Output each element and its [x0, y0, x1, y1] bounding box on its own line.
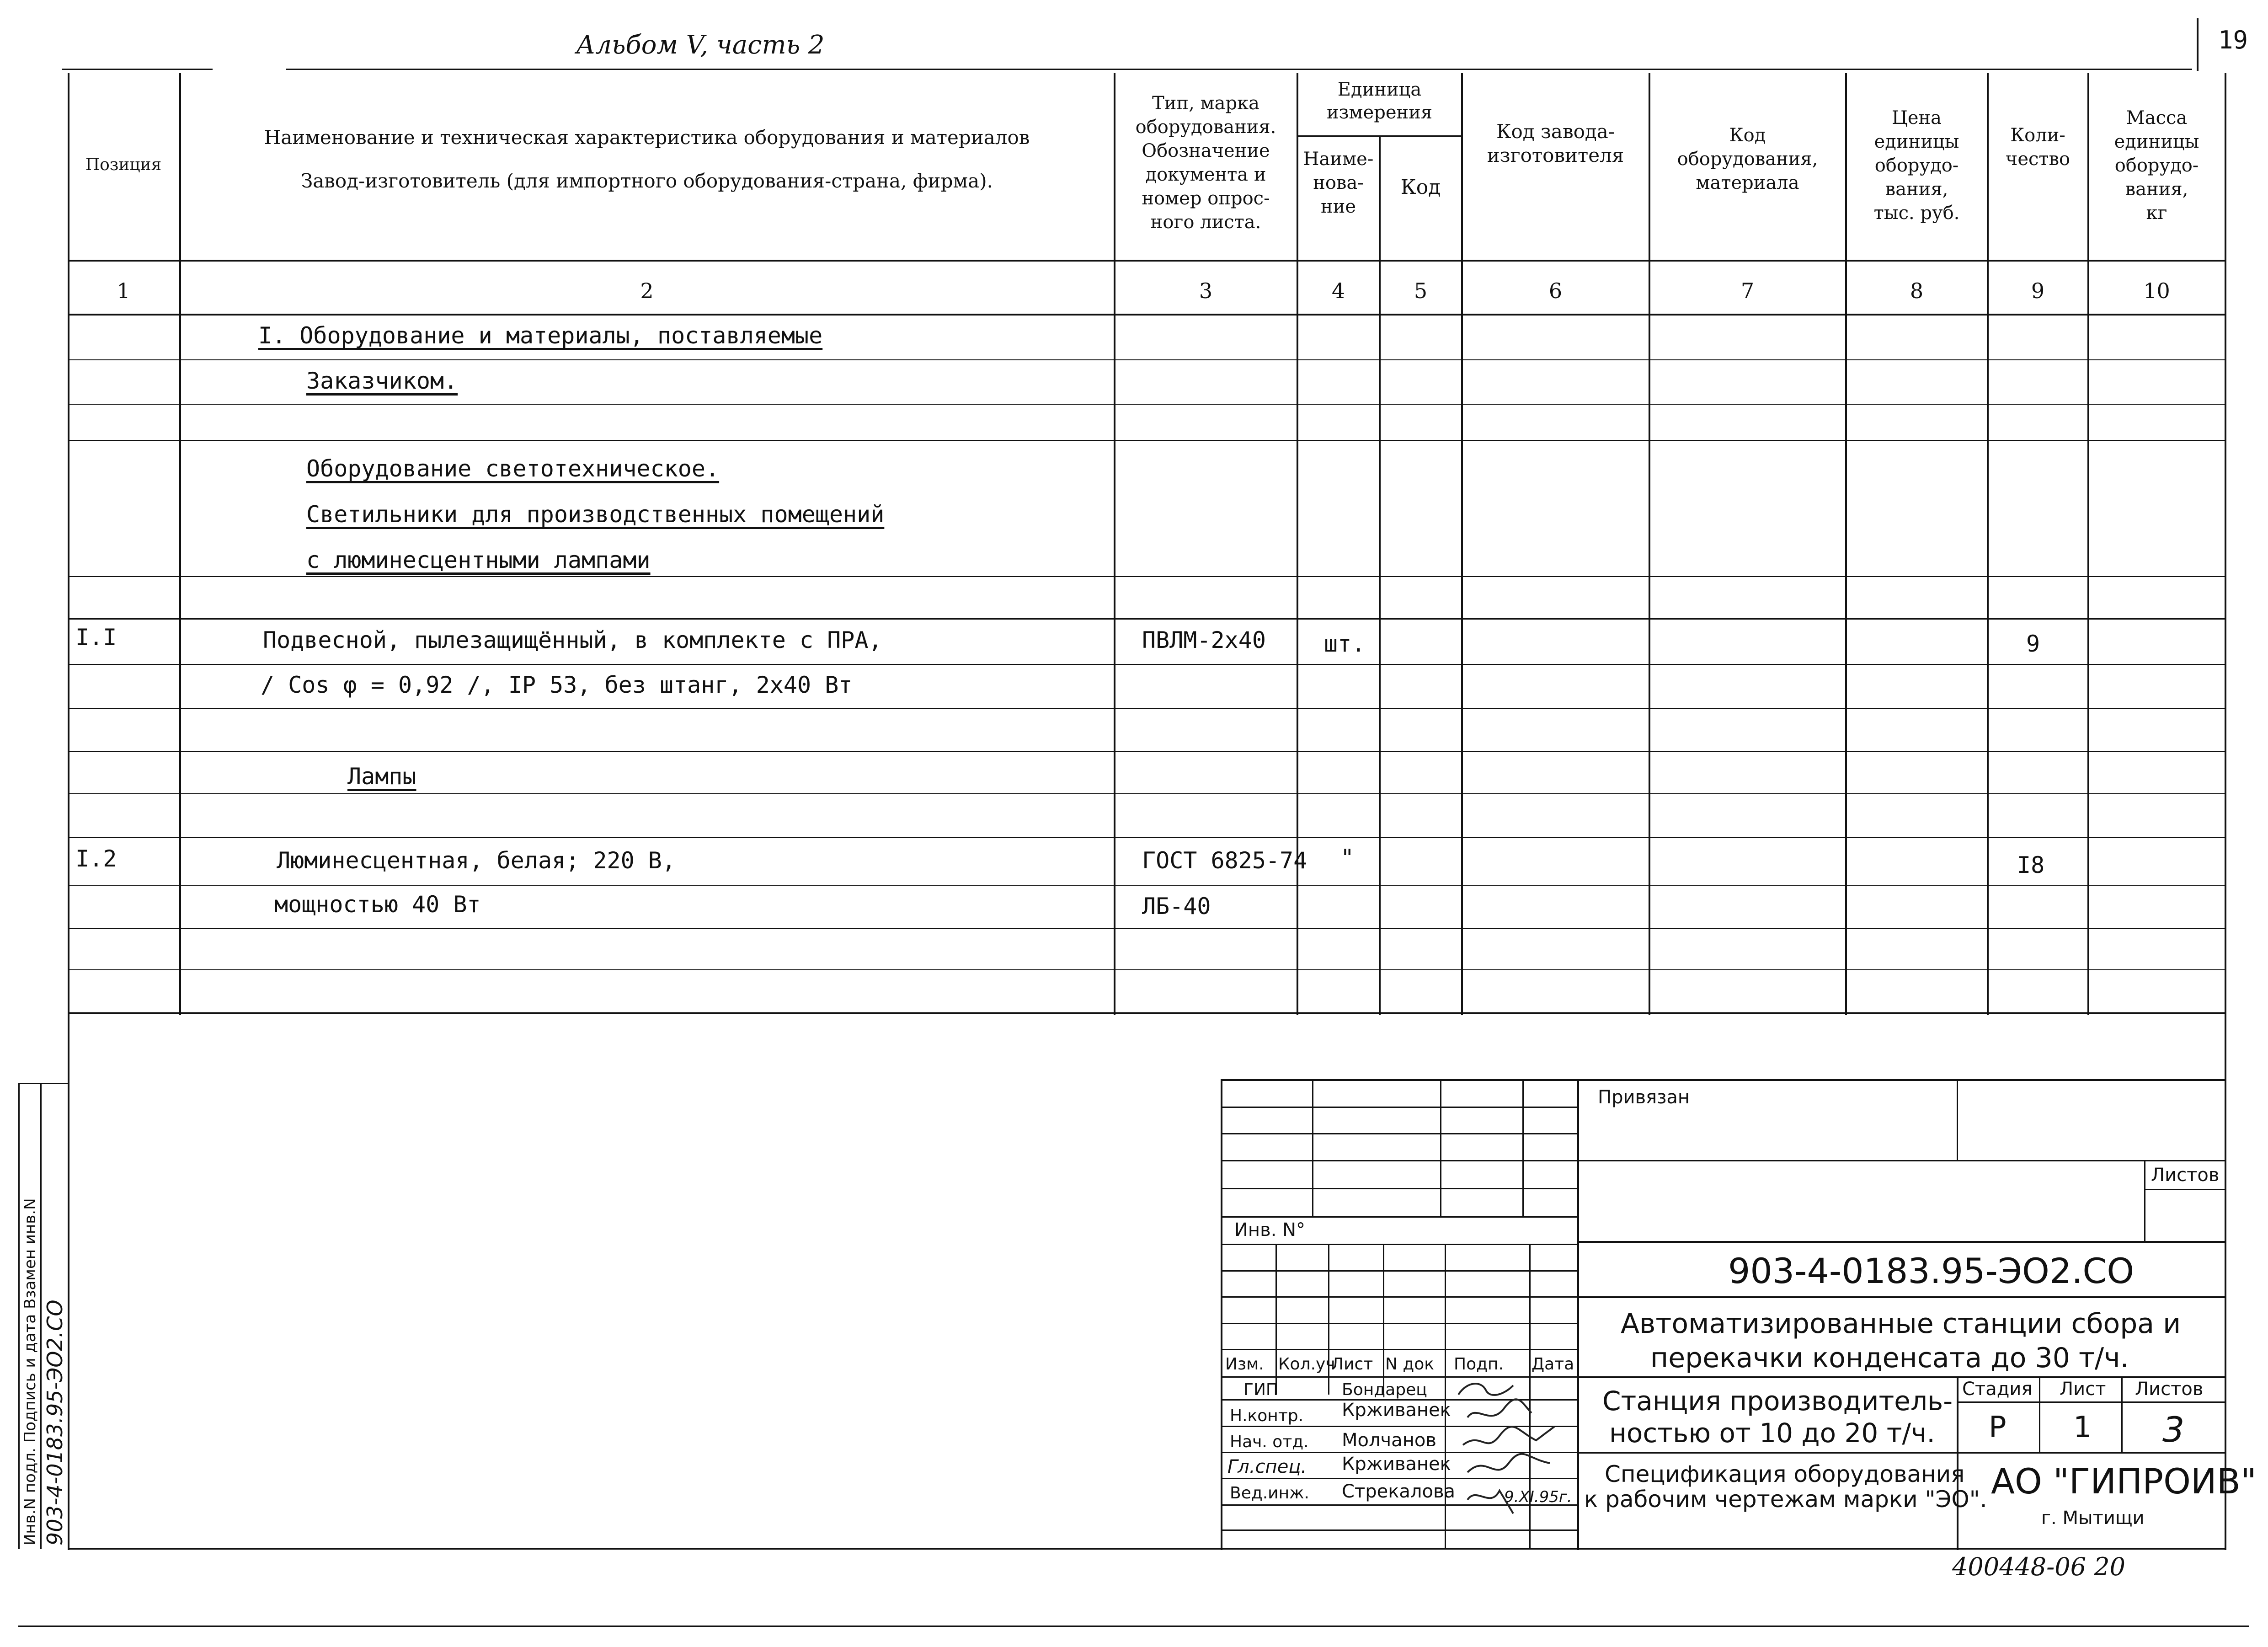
col-header-qty-2: чество: [2005, 149, 2071, 170]
tb-line: [1522, 1079, 1524, 1216]
col-number: 1: [117, 278, 130, 303]
col-header-name-line1: Наименование и техническая характеристика оборудования и материалов: [264, 126, 1030, 149]
rev-header-date: Дата: [1532, 1355, 1574, 1374]
col-line: [1461, 73, 1463, 1015]
tb-line: [2039, 1376, 2040, 1452]
col-header-unit-group-1: Единица: [1337, 79, 1422, 100]
side-stamp-top: [18, 1083, 69, 1084]
sheet-bottom-edge: [18, 1626, 2249, 1627]
col-header-equip-code-2: оборудования,: [1677, 149, 1818, 170]
col-line: [1649, 73, 1650, 1015]
subsection-fixtures: Светильники для производственных помещений: [306, 501, 885, 528]
side-stamp-border: [18, 1083, 20, 1549]
item-quantity: I8: [2017, 852, 2045, 878]
tb-line: [1577, 1241, 2226, 1243]
sheets-header: Листов: [2135, 1379, 2204, 1400]
role-nach-otd: Нач. отд.: [1230, 1433, 1309, 1451]
col-header-price-1: Цена: [1891, 107, 1942, 128]
tb-line: [1577, 1376, 2226, 1378]
tb-line: [1577, 1296, 2226, 1298]
tb-line: [2144, 1160, 2145, 1242]
tb-line: [1221, 1323, 1577, 1324]
tb-line: [1577, 1079, 1579, 1550]
tb-line: [1221, 1133, 1577, 1134]
tb-line: [1383, 1244, 1384, 1395]
tb-line: [1221, 1107, 1577, 1108]
colnum-bottom-line: [68, 314, 2225, 315]
row-line: [68, 664, 2225, 665]
tb-line: [1221, 1349, 1577, 1350]
col-header-type-line: оборудования.: [1135, 117, 1276, 138]
row-line: [68, 404, 2225, 405]
section-heading-line1: [258, 322, 822, 349]
tb-line: [1440, 1079, 1441, 1216]
item-name-line1: Подвесной, пылезащищённый, в комплекте с ПРА,: [263, 627, 882, 653]
col-header-type-line: документа и: [1145, 164, 1266, 185]
tb-line: [1577, 1452, 2226, 1454]
item-type-line1: ГОСТ 6825-74: [1142, 847, 1307, 874]
side-stamp-code: 903-4-0183.95-ЭО2.СО: [43, 1299, 67, 1545]
tb-line: [1221, 1529, 1577, 1531]
stage-value: Р: [1989, 1411, 2007, 1444]
frame-bottom-line: [68, 1548, 2226, 1550]
row-line: [68, 708, 2225, 709]
rev-header-izm: Изм.: [1225, 1355, 1264, 1374]
item-name-line2: / Cos φ = 0,92 /, IP 53, без штанг, 2x40 Вт: [261, 672, 853, 698]
col-header-maker-code-1: Код завода-: [1496, 120, 1615, 143]
col-header-unit-group-2: измерения: [1326, 102, 1433, 123]
tb-line: [2144, 1189, 2226, 1190]
col-number: 10: [2143, 278, 2170, 303]
col-header-unit-name-1: Наиме-: [1303, 149, 1374, 170]
tb-line: [1957, 1401, 2226, 1403]
row-line: [68, 751, 2225, 752]
album-label: Альбом V, часть 2: [576, 30, 825, 60]
col-line: [179, 73, 181, 1015]
tb-line: [1957, 1079, 1958, 1161]
sheet-header: Лист: [2060, 1379, 2106, 1400]
tb-line: [1221, 1188, 1577, 1189]
row-line: [68, 793, 2225, 794]
subsection-lighting: Оборудование светотехническое.: [306, 455, 720, 482]
tb-line: [1445, 1244, 1446, 1548]
rev-header-podp: Подп.: [1454, 1355, 1504, 1374]
name-ved-inzh: Стрекалова: [1342, 1481, 1456, 1502]
archive-number: 400448-06 20: [1952, 1552, 2125, 1581]
item-unit: шт.: [1324, 631, 1366, 657]
col-number: 8: [1910, 278, 1924, 303]
col-header-type-line: Обозначение: [1142, 140, 1270, 161]
col-header-mass-5: кг: [2146, 203, 2167, 224]
top-rule-left: [62, 69, 213, 70]
col-number: 6: [1548, 278, 1563, 303]
col-header-unit-code: Код: [1400, 176, 1441, 199]
table-bottom-line: [68, 1012, 2225, 1014]
header-bottom-line: [68, 260, 2225, 262]
role-gl-spec: Гл.спец.: [1227, 1456, 1307, 1477]
sign-date: 9.XI.95г.: [1504, 1488, 1572, 1506]
row-line: [68, 440, 2225, 441]
table-right-border: [2225, 73, 2226, 1079]
tb-line: [1221, 1244, 1577, 1245]
subsection-lamps-type: с люминесцентными лампами: [306, 547, 651, 573]
col-header-position: Позиция: [85, 155, 162, 174]
col-header-unit-name-3: ние: [1321, 196, 1356, 217]
row-line: [68, 837, 2225, 838]
privyazan-label: Привязан: [1598, 1087, 1690, 1108]
name-gip: Бондарец: [1342, 1380, 1427, 1399]
col-header-mass-1: Масса: [2126, 107, 2188, 128]
col-header-mass-2: единицы: [2114, 131, 2199, 152]
col-header-price-2: единицы: [1874, 131, 1959, 152]
sheets-value: 3: [2162, 1409, 2185, 1450]
project-title-line1: Автоматизированные станции сбора и: [1621, 1308, 2181, 1340]
company-city: г. Мытищи: [2041, 1508, 2145, 1529]
tb-line: [1221, 1079, 2226, 1081]
col-number: 5: [1414, 278, 1428, 303]
top-rule: [286, 69, 2192, 70]
item-name-line1: Люминесцентная, белая; 220 В,: [277, 847, 676, 874]
subsection-lamps: Лампы: [347, 763, 416, 790]
row-line: [68, 576, 2225, 577]
col-header-mass-4: вания,: [2125, 179, 2188, 200]
spec-line1: Спецификация оборудования: [1605, 1461, 1965, 1487]
tb-line: [1275, 1244, 1277, 1395]
sheet-corner-number: 19: [2218, 26, 2248, 54]
tb-line: [1577, 1160, 2226, 1161]
sheets-top-label: Листов: [2151, 1165, 2220, 1186]
item-quantity: 9: [2026, 631, 2040, 657]
item-position: I.I: [75, 624, 117, 651]
tb-line: [2121, 1376, 2123, 1452]
item-type: ПВЛМ-2х40: [1142, 627, 1266, 653]
col-line: [1987, 73, 1989, 1015]
unit-group-line: [1297, 135, 1461, 137]
col-header-mass-3: оборудо-: [2114, 155, 2199, 176]
col-header-price-4: вания,: [1885, 179, 1948, 200]
section-heading-text: I. Оборудование и материалы, поставляемые: [258, 322, 823, 349]
rev-header-koluch: Кол.уч: [1278, 1355, 1335, 1374]
inv-number-label: Инв. N°: [1234, 1219, 1305, 1241]
col-header-equip-code-1: Код: [1729, 125, 1766, 146]
doc-code: 903-4-0183.95-ЭО2.СО: [1728, 1251, 2135, 1291]
signatures-icon: [1449, 1376, 1577, 1527]
role-gip: ГИП: [1243, 1380, 1278, 1399]
project-title-line2: перекачки конденсата до 30 т/ч.: [1650, 1342, 2129, 1374]
corner-divider: [2197, 18, 2199, 71]
col-header-equip-code-3: материала: [1696, 172, 1799, 193]
tb-line: [1312, 1079, 1313, 1216]
station-line1: Станция производитель-: [1602, 1385, 1953, 1417]
row-line: [68, 885, 2225, 886]
rev-header-list: Лист: [1331, 1355, 1373, 1374]
section-heading-line2: Заказчиком.: [306, 368, 458, 394]
spec-line2: к рабочим чертежам марки "ЭО".: [1584, 1486, 1987, 1513]
sheet-value: 1: [2073, 1411, 2092, 1444]
col-header-qty-1: Коли-: [2010, 125, 2065, 146]
tb-line: [1221, 1296, 1577, 1298]
rev-header-ndok: N док: [1385, 1355, 1435, 1374]
station-line2: ностью от 10 до 20 т/ч.: [1609, 1417, 1935, 1449]
row-line: [68, 359, 2225, 360]
row-line: [68, 928, 2225, 929]
col-header-name-line2: Завод-изготовитель (для импортного оборудования-страна, фирма).: [301, 170, 993, 192]
stage-header: Стадия: [1962, 1379, 2033, 1400]
col-header-type-line: Тип, марка: [1152, 93, 1259, 114]
role-ved-inzh: Вед.инж.: [1230, 1484, 1309, 1503]
col-number: 7: [1740, 278, 1755, 303]
col-header-type-line: номер опрос-: [1142, 188, 1270, 209]
col-number: 2: [640, 278, 654, 303]
col-header-type-line: ного листа.: [1150, 212, 1261, 233]
tb-line: [1221, 1079, 1222, 1550]
item-position: I.2: [75, 845, 117, 872]
col-header-price-3: оборудо-: [1874, 155, 1959, 176]
row-line: [68, 618, 2225, 620]
col-number: 3: [1199, 278, 1213, 303]
tb-line: [1221, 1270, 1577, 1272]
item-type-line2: ЛБ-40: [1142, 893, 1211, 920]
col-number: 4: [1331, 278, 1345, 303]
item-unit: ": [1340, 845, 1355, 871]
col-number: 9: [2031, 278, 2045, 303]
col-header-maker-code-2: изготовителя: [1487, 144, 1624, 166]
item-name-line2: мощностью 40 Вт: [274, 891, 481, 918]
col-header-price-5: тыс. руб.: [1873, 203, 1960, 224]
side-stamp-divider: [40, 1083, 42, 1549]
role-nkontr: Н.контр.: [1230, 1406, 1304, 1425]
name-nach-otd: Молчанов: [1342, 1430, 1436, 1451]
name-gl-spec: Крживанек: [1342, 1454, 1451, 1475]
col-header-unit-name-2: нова-: [1313, 172, 1364, 193]
tb-line: [1221, 1160, 1577, 1161]
side-stamp-label: Инв.N подл. Подпись и дата Взамен инв.N: [21, 1198, 39, 1545]
tb-line: [1221, 1216, 1577, 1218]
company-name: АО "ГИПРОИВ": [1991, 1461, 2257, 1502]
row-line: [68, 969, 2225, 970]
name-nkontr: Крживанек: [1342, 1400, 1451, 1421]
